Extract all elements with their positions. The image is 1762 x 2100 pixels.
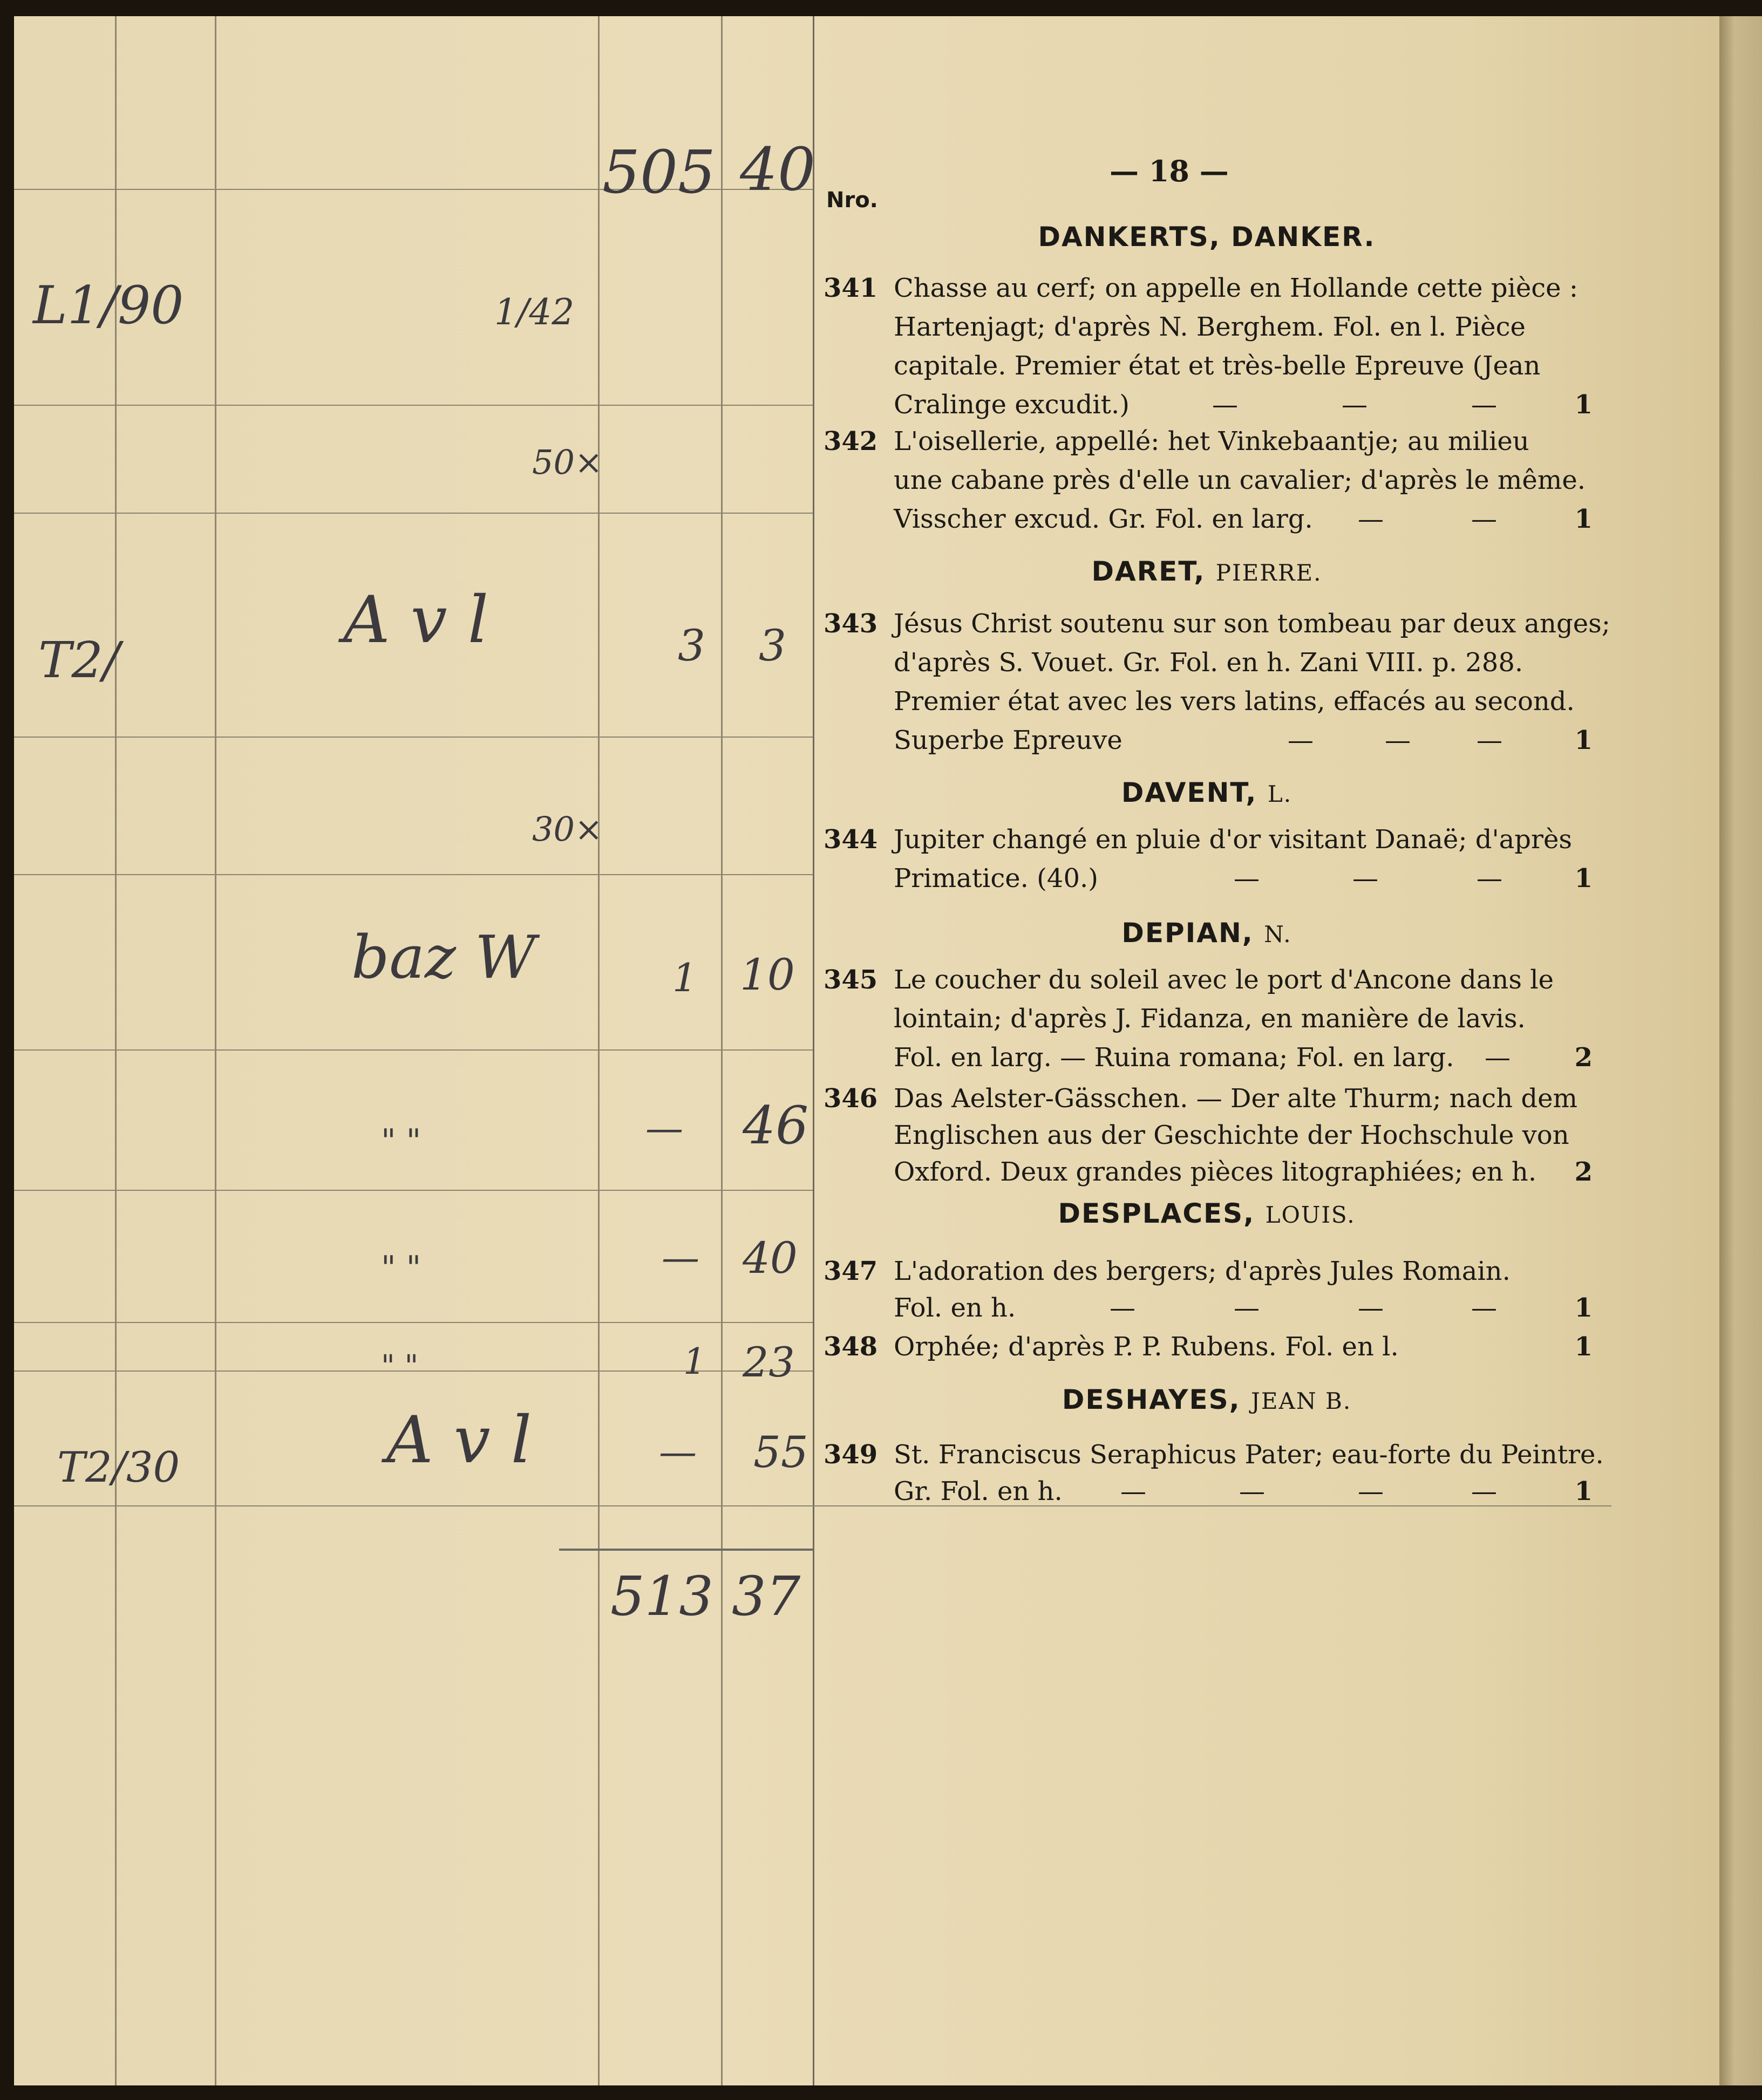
ledger-rule (215, 16, 216, 2085)
margin-note: 23 (743, 1338, 795, 1386)
entry-number: 343 (824, 609, 878, 639)
leader-dash: — (1352, 863, 1378, 894)
entry-text: Le coucher du soleil avec le port d'Ancone dans le (894, 965, 1554, 995)
margin-note: T2/ (38, 631, 120, 689)
entry-text: Fol. en h. (894, 1293, 1016, 1323)
entry-number: 344 (824, 824, 878, 855)
leader-dash: — (1477, 863, 1502, 894)
total-rule (559, 1549, 813, 1551)
artist-given-name: PIERRE. (1215, 560, 1322, 586)
leader-dash: — (1471, 504, 1497, 534)
ledger-row-rule (14, 874, 813, 875)
margin-note: 55 (753, 1427, 808, 1477)
artist-name: DARET, (1091, 556, 1206, 587)
entry-text: Orphée; d'après P. P. Rubens. Fol. en l. (894, 1332, 1399, 1362)
entry-quantity: 1 (1574, 390, 1593, 420)
leader-dash: — (1471, 390, 1497, 420)
ledger-row-rule (14, 513, 813, 514)
artist-given-name: JEAN B. (1251, 1388, 1352, 1414)
margin-note: 1/42 (494, 291, 575, 333)
artist-heading (824, 777, 1590, 808)
leader-dash: — (1342, 390, 1368, 420)
top-total-cents: 40 (740, 135, 815, 204)
catalogue-entry (824, 960, 1593, 1079)
leader-dash: — (1477, 725, 1502, 755)
catalogue-entry (824, 820, 1593, 901)
leader-dash: — (1288, 725, 1314, 755)
page-number: — 18 — (1110, 154, 1229, 188)
margin-note: 1 (672, 955, 697, 1000)
entry-number: 342 (824, 426, 878, 456)
entry-text: Oxford. Deux grandes pièces litographiées; en h. (894, 1157, 1537, 1187)
leader-dash: — (1471, 1476, 1497, 1506)
margin-note: — (662, 1236, 699, 1280)
leader-dash: — (1485, 1042, 1511, 1073)
entry-text: Cralinge excudit.) (894, 390, 1130, 420)
ledger-rule (721, 16, 723, 2085)
book-spine (1719, 16, 1762, 2085)
artist-name: DESHAYES, (1062, 1384, 1241, 1415)
margin-note: 10 (740, 950, 795, 1000)
margin-note: " " (381, 1349, 419, 1384)
margin-note: 50× (532, 442, 603, 482)
leader-dash: — (1358, 1293, 1384, 1323)
artist-given-name: LOUIS. (1265, 1202, 1356, 1228)
catalogue-entry (824, 1327, 1593, 1371)
entry-text: Englischen aus der Geschichte der Hochschule von (894, 1120, 1569, 1150)
margin-note: A v l (386, 1403, 532, 1478)
margin-note: 3 (759, 621, 786, 671)
margin-note: — (659, 1430, 697, 1474)
entry-number: 348 (824, 1332, 878, 1362)
entry-quantity: 1 (1574, 1476, 1593, 1506)
entry-text: Superbe Epreuve (894, 725, 1122, 755)
catalogue-entry (824, 1435, 1604, 1516)
catalogue-entry (824, 1252, 1593, 1333)
margin-note: L1/90 (33, 275, 184, 336)
margin-note: baz W (351, 923, 536, 992)
entry-text: d'après S. Vouet. Gr. Fol. en h. Zani VIII. p. 288. (894, 647, 1523, 678)
leader-dash: — (1358, 504, 1384, 534)
entry-quantity: 1 (1574, 863, 1593, 894)
entry-quantity: 1 (1574, 1332, 1593, 1362)
entry-text: lointain; d'après J. Fidanza, en manière de lavis. (894, 1004, 1526, 1034)
artist-name: DANKERTS, DANKER. (1038, 221, 1376, 253)
leader-dash: — (1358, 1476, 1384, 1506)
margin-note: 30× (532, 809, 603, 849)
margin-note: — (645, 1106, 683, 1150)
artist-given-name: N. (1264, 921, 1292, 947)
leader-dash: — (1234, 1293, 1260, 1323)
entry-number: 341 (824, 273, 878, 303)
artist-name: DEPIAN, (1121, 917, 1254, 949)
bottom-total-cents: 37 (732, 1565, 801, 1628)
leader-dash: — (1385, 725, 1411, 755)
entry-text: Visscher excud. Gr. Fol. en larg. (894, 504, 1313, 534)
margin-note: T2/30 (57, 1443, 180, 1492)
artist-name: DAVENT, (1121, 777, 1257, 808)
entry-number: 345 (824, 965, 878, 995)
leader-dash: — (1120, 1476, 1146, 1506)
entry-number: 346 (824, 1083, 878, 1114)
entry-text: Gr. Fol. en h. (894, 1476, 1063, 1506)
bottom-total-francs: 513 (610, 1565, 713, 1628)
ledger-row-rule (14, 1049, 813, 1051)
entry-text: Chasse au cerf; on appelle en Hollande cette pièce : (894, 273, 1579, 303)
artist-heading (824, 1198, 1590, 1229)
margin-note: 40 (743, 1233, 798, 1283)
ledger-row-rule (14, 1322, 813, 1323)
entry-text: une cabane près d'elle un cavalier; d'après le même. (894, 465, 1586, 495)
entry-text: L'oisellerie, appellé: het Vinkebaantje; au milieu (894, 426, 1529, 456)
ledger-row-rule (14, 737, 813, 738)
artist-heading (824, 221, 1590, 253)
entry-text: Primatice. (40.) (894, 863, 1098, 894)
ledger-row-rule (14, 1190, 813, 1191)
margin-note: A v l (343, 583, 489, 658)
entry-number: 349 (824, 1440, 878, 1470)
entry-text: Jupiter changé en pluie d'or visitant Danaë; d'après (894, 824, 1572, 855)
top-total-francs: 505 (602, 138, 716, 207)
entry-text: Fol. en larg. — Ruina romana; Fol. en larg. (894, 1042, 1454, 1073)
artist-heading (824, 917, 1590, 949)
entry-text: St. Franciscus Seraphicus Pater; eau-forte du Peintre. (894, 1440, 1604, 1470)
entry-text: capitale. Premier état et très-belle Epreuve (Jean (894, 351, 1541, 381)
leader-dash: — (1471, 1293, 1497, 1323)
leader-dash: — (1110, 1293, 1135, 1323)
catalogue-entry (824, 269, 1593, 425)
artist-name: DESPLACES, (1058, 1198, 1255, 1229)
catalogue-entry (824, 422, 1593, 541)
entry-quantity: 2 (1574, 1042, 1593, 1073)
entry-text: Jésus Christ soutenu sur son tombeau par deux anges; (894, 609, 1610, 639)
entry-quantity: 2 (1574, 1157, 1593, 1187)
margin-note: " " (381, 1249, 421, 1287)
leader-dash: — (1234, 863, 1260, 894)
ledger-row-rule (14, 405, 813, 406)
entry-number: 347 (824, 1256, 878, 1286)
entry-text: Das Aelster-Gässchen. — Der alte Thurm; nach dem (894, 1083, 1578, 1114)
catalogue-page (14, 16, 1719, 2085)
margin-note: 3 (678, 621, 705, 671)
margin-note: 1 (683, 1341, 706, 1382)
entry-text: Premier état avec les vers latins, effacés au second. (894, 686, 1575, 717)
artist-heading (824, 556, 1590, 587)
entry-quantity: 1 (1574, 725, 1593, 755)
entry-quantity: 1 (1574, 504, 1593, 534)
ledger-rule (598, 16, 600, 2085)
ledger-rule (813, 16, 814, 2085)
catalogue-entry (824, 1079, 1593, 1198)
margin-note: 46 (743, 1095, 809, 1156)
catalogue-entry (824, 604, 1610, 761)
entry-text: L'adoration des bergers; d'après Jules Romain. (894, 1256, 1511, 1286)
leader-dash: — (1212, 390, 1238, 420)
entry-quantity: 1 (1574, 1293, 1593, 1323)
entry-text: Hartenjagt; d'après N. Berghem. Fol. en l. Pièce (894, 312, 1526, 342)
margin-note: " " (381, 1122, 421, 1160)
artist-given-name: L. (1267, 781, 1292, 807)
artist-heading (824, 1384, 1590, 1415)
column-header-nro: Nro. (826, 188, 878, 213)
leader-dash: — (1239, 1476, 1265, 1506)
